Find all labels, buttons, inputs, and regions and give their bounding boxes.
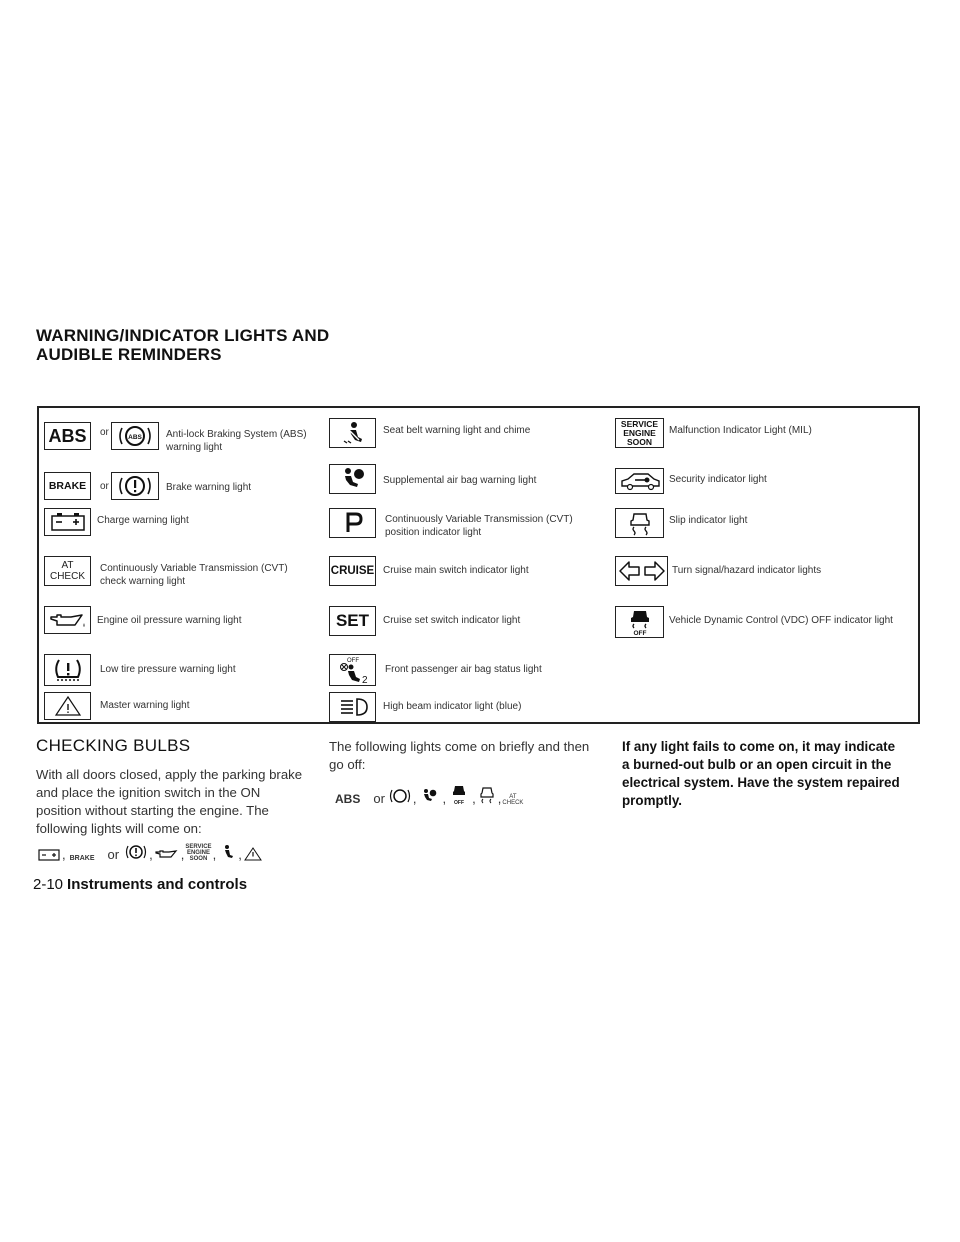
park-position-icon [329,508,376,538]
slip-label: Slip indicator light [669,515,748,526]
security-car-key-icon [615,468,664,494]
abs-circle-icon [111,422,159,450]
battery-icon [37,846,61,862]
on-lights-row: , BRAKE or , , SERVICE ENGINE SOON , , [36,842,264,862]
oil-label: Engine oil pressure warning light [97,615,242,626]
cvt-check-label: Continuously Variable Transmission (CVT) check warning light [100,563,288,587]
svg-text:OFF: OFF [633,630,646,636]
page-footer [33,876,247,893]
section-title [36,326,329,364]
chapter-title: Instruments and controls [67,876,248,893]
cruise-label: Cruise main switch indicator light [383,565,529,576]
battery-icon [44,508,91,536]
charge-label: Charge warning light [97,515,189,526]
high-beam-icon [329,692,376,722]
airbag-icon [418,788,442,806]
brake-text-icon: BRAKE [44,472,91,500]
section-title-line2: AUDIBLE REMINDERS [36,345,222,364]
svg-text:OFF: OFF [346,658,359,664]
abs-label: Anti-lock Braking System (ABS) warning light [166,429,307,453]
service-engine-soon-icon: SERVICE ENGINE SOON [615,418,664,448]
mil-label: Malfunction Indicator Light (MIL) [669,425,812,436]
seatbelt-label: Seat belt warning light and chime [383,425,531,436]
tire-pressure-icon [44,654,91,686]
brake-label: Brake warning light [166,482,252,493]
vdc-off-icon [447,784,471,806]
highbeam-label: High beam indicator light (blue) [383,701,522,712]
vdc-off-icon [615,606,664,638]
oil-can-icon [154,846,180,862]
passenger-airbag-label: Front passenger air bag status light [385,664,542,675]
service-engine-soon-icon: SERVICE ENGINE SOON [185,844,212,862]
or-text: or [100,427,109,438]
seatbelt-icon [329,418,376,448]
brake-circle-icon [111,472,159,500]
or-text: or [107,847,120,862]
slip-car-icon [477,786,497,806]
airbag-icon [329,464,376,494]
vdc-off-label: Vehicle Dynamic Control (VDC) OFF indicator light [669,615,893,626]
abs-text-icon: ABS [44,422,91,450]
abs-text-icon: ABS [335,792,361,806]
svg-text:2: 2 [361,675,368,685]
checking-bulbs-heading: CHECKING BULBS [36,736,191,755]
at-check-icon: AT CHECK [502,794,524,806]
cvt-position-label: Continuously Variable Transmission (CVT) position indicator light [385,514,573,538]
or-text: or [100,481,109,492]
seatbelt-icon [217,844,237,862]
page-number: 2-10 [33,876,64,893]
indicator-legend [37,406,920,724]
at-check-icon: AT CHECK [44,556,91,586]
section-title-line1: WARNING/INDICATOR LIGHTS AND [36,326,330,345]
checking-bulbs-paragraph: With all doors closed, apply the parking brake and place the ignition switch in the ON position without starting the engine. The following lights will come on: [36,767,303,836]
set-label: Cruise set switch indicator light [383,615,521,626]
passenger-airbag-off-icon [329,654,376,686]
oil-can-icon [44,606,91,634]
svg-text:OFF: OFF [454,800,465,806]
tire-label: Low tire pressure warning light [100,664,236,675]
turn-signal-label: Turn signal/hazard indicator lights [672,565,822,576]
briefly-on-paragraph: The following lights come on briefly and then go off: [329,739,590,772]
abs-circle-icon [388,786,412,806]
slip-car-icon [615,508,664,538]
set-text-icon: SET [329,606,376,636]
brake-text-icon: BRAKE [69,855,95,862]
warning-paragraph: If any light fails to come on, it may indicate a burned-out bulb or an open circuit in the electrical system. Have the system repaired promptly. [622,739,900,808]
or-text: or [373,791,385,806]
turn-signal-arrows-icon [615,556,668,586]
svg-text:ABS: ABS [128,434,142,441]
master-label: Master warning light [100,700,190,711]
security-label: Security indicator light [669,474,767,485]
master-warning-icon [44,692,91,720]
brake-circle-icon [124,842,148,862]
master-warning-icon [243,846,263,862]
airbag-label: Supplemental air bag warning light [383,475,537,486]
brief-lights-row: ABS or , , OFF , , AT CHECK [334,784,524,806]
cruise-text-icon: CRUISE [329,556,376,586]
